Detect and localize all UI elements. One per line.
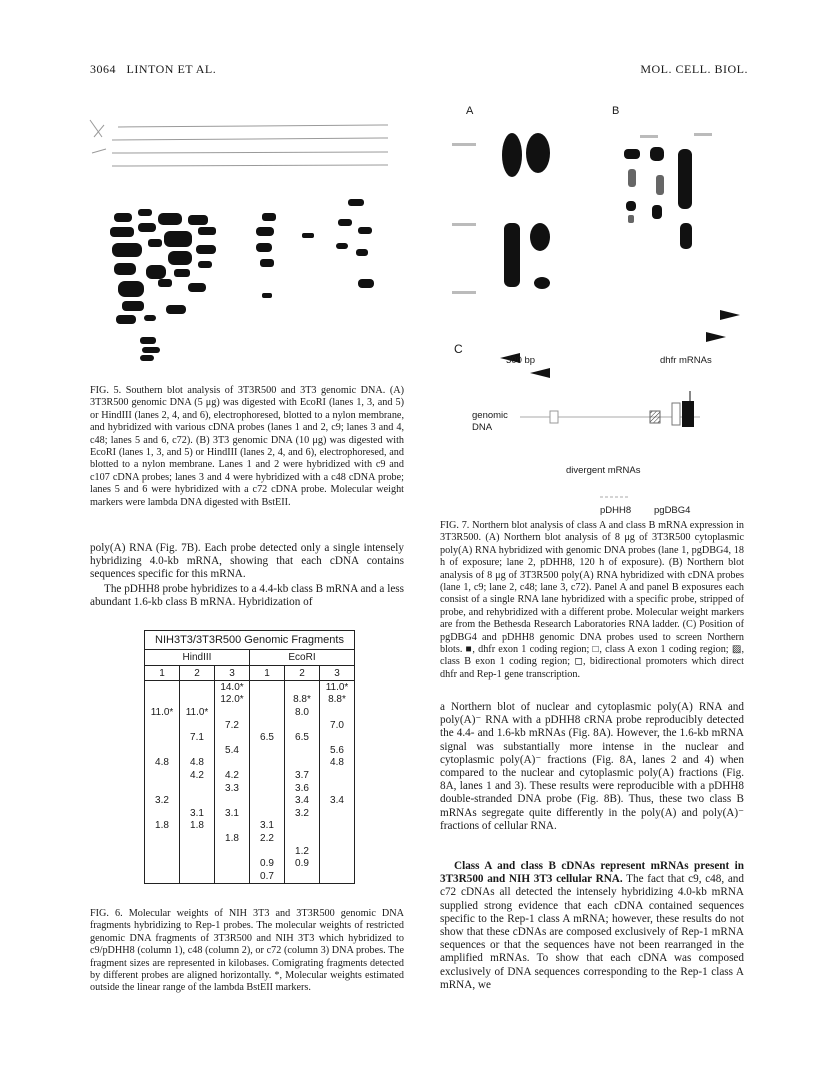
fig6-group-hindiii: HindIII	[145, 650, 250, 666]
table-cell	[145, 857, 180, 870]
table-cell	[250, 782, 285, 795]
table-cell: 6.5	[285, 731, 320, 744]
table-cell	[215, 706, 250, 719]
right-paragraph-2	[440, 860, 744, 992]
table-cell: 1.2	[285, 845, 320, 858]
table-cell: 0.9	[285, 857, 320, 870]
table-cell	[145, 782, 180, 795]
table-cell	[250, 769, 285, 782]
table-cell: 7.1	[180, 731, 215, 744]
fig7-panel-c-label: C	[454, 342, 463, 356]
running-authors: LINTON ET AL.	[126, 62, 217, 76]
table-cell	[215, 870, 250, 883]
table-cell	[250, 757, 285, 770]
table-row	[145, 857, 355, 870]
fig7-genomic-label: genomic	[472, 410, 508, 421]
table-row	[145, 807, 355, 820]
lane-header: 2	[180, 666, 215, 681]
table-cell	[250, 807, 285, 820]
table-cell: 1.8	[215, 832, 250, 845]
table-cell	[320, 870, 355, 883]
table-row	[145, 757, 355, 770]
table-cell	[285, 681, 320, 694]
table-cell	[250, 794, 285, 807]
table-cell	[180, 845, 215, 858]
table-cell	[320, 769, 355, 782]
fig6-table	[144, 630, 355, 884]
table-cell	[250, 706, 285, 719]
fig7-panel-a-label: A	[466, 105, 474, 117]
table-cell	[180, 719, 215, 732]
table-cell	[145, 719, 180, 732]
table-cell	[180, 681, 215, 694]
table-row	[145, 744, 355, 757]
lane-header: 3	[320, 666, 355, 681]
lane-header: 1	[145, 666, 180, 681]
table-cell	[250, 744, 285, 757]
table-cell: 3.2	[285, 807, 320, 820]
table-cell: 7.0	[320, 719, 355, 732]
table-row	[145, 870, 355, 883]
table-cell: 3.3	[215, 782, 250, 795]
table-cell: 4.2	[215, 769, 250, 782]
table-row	[145, 681, 355, 694]
fig5-southern-blot-image	[88, 115, 404, 370]
fig7-divergent-label: divergent mRNAs	[566, 465, 641, 476]
journal-name: MOL. CELL. BIOL.	[640, 62, 748, 76]
right-paragraph-1: a Northern blot of nuclear and cytoplasmic poly(A) RNA and poly(A)⁻ RNA with a pDHH8 cRNA probe reproducibly detected the 4.4- and 1.6-kb mRNAs (Fig. 8A). However, the 1.6-kb mRNA signal was substantially more intense in the nuclear and cytoplasmic poly(A)⁻ fractions (Fig. 8A, lanes 2 and 4) when compared to the nuclear and cytoplasmic poly(A) fractions (Fig. 8A, lanes 1 and 3). These results were reproducible with a pDHH8 double-stranded DNA probe (Fig. 8B). Thus, these two class B mRNAs segregate quite differently in the poly(A) and poly(A)⁻ fractions of cellular RNA.	[440, 701, 744, 832]
lane-header: 2	[285, 666, 320, 681]
table-cell	[320, 845, 355, 858]
table-row	[145, 845, 355, 858]
table-cell: 3.1	[250, 820, 285, 833]
table-cell	[180, 794, 215, 807]
table-cell: 3.1	[180, 807, 215, 820]
table-cell	[320, 782, 355, 795]
table-cell	[145, 870, 180, 883]
page-number-authors	[90, 62, 216, 77]
fig7-pdhh8-label: pDHH8	[600, 505, 632, 516]
table-cell: 11.0*	[320, 681, 355, 694]
table-cell	[180, 782, 215, 795]
table-cell	[145, 681, 180, 694]
table-cell: 4.2	[180, 769, 215, 782]
table-cell	[215, 857, 250, 870]
table-cell	[285, 744, 320, 757]
fig7-scale-label: 300 bp	[506, 355, 536, 366]
table-cell	[145, 769, 180, 782]
table-cell	[180, 870, 215, 883]
table-cell	[250, 681, 285, 694]
fig7-dna-label: DNA	[472, 422, 493, 433]
table-row	[145, 794, 355, 807]
table-cell	[285, 820, 320, 833]
fig7-panel-b-label: B	[612, 105, 620, 117]
left-paragraph-2: The pDHH8 probe hybridizes to a 4.4-kb class B mRNA and a less abundant 1.6-kb class B mRNA. Hybridization of	[90, 583, 404, 609]
table-cell	[320, 857, 355, 870]
table-cell: 2.2	[250, 832, 285, 845]
fig7-northern-blot-image	[450, 105, 740, 380]
table-cell	[250, 719, 285, 732]
page-number: 3064	[90, 62, 116, 76]
table-cell: 0.9	[250, 857, 285, 870]
table-cell: 5.6	[320, 744, 355, 757]
table-cell	[320, 820, 355, 833]
table-cell: 14.0*	[215, 681, 250, 694]
table-cell	[145, 694, 180, 707]
lane-header: 3	[215, 666, 250, 681]
table-cell	[180, 832, 215, 845]
fig7-caption: FIG. 7. Northern blot analysis of class A and class B mRNA expression in 3T3R500. (A) Northern blot analysis of 8 μg of 3T3R500 cytoplasmic poly(A) RNA hybridized with genomic DNA probes (lane 1, pgDBG4, 18 h of exposure; lane 2, pDHH8, 120 h of exposure). (B) Northern blot analysis of 8 μg of 3T3R500 poly(A) RNA hybridized with cDNA probes (lane 1, c9; lane 2, c48; lane 3, c72). Panel A and panel B exposures each consist of a single RNA lane hybridized with a specific probe, stripped of probe, and rehybridized with a different probe. Molecular weight markers are from the Bethesda Research Laboratories RNA ladder. (C) Position of pgDBG4 and pDHH8 genomic DNA probes used to screen Northern blots. ■, dhfr exon 1 coding region; □, class A exon 1 coding region; ▨, class B exon 1 coding region; ◻, bidirectional promoters which direct dhfr and Rep-1 gene transcription.	[440, 520, 744, 680]
fig7-panel-c-diagram	[500, 385, 740, 505]
table-cell	[285, 719, 320, 732]
table-row	[145, 782, 355, 795]
table-cell: 5.4	[215, 744, 250, 757]
table-cell: 8.8*	[285, 694, 320, 707]
table-cell: 3.4	[320, 794, 355, 807]
table-cell: 3.6	[285, 782, 320, 795]
table-cell: 12.0*	[215, 694, 250, 707]
table-cell: 6.5	[250, 731, 285, 744]
table-cell	[145, 744, 180, 757]
table-cell	[250, 694, 285, 707]
table-cell	[320, 731, 355, 744]
table-cell: 4.8	[320, 757, 355, 770]
lane-header: 1	[250, 666, 285, 681]
table-row	[145, 706, 355, 719]
table-row	[145, 694, 355, 707]
fig6-table-title: NIH3T3/3T3R500 Genomic Fragments	[145, 631, 355, 650]
table-row	[145, 832, 355, 845]
table-cell	[250, 845, 285, 858]
table-cell	[215, 757, 250, 770]
table-cell	[320, 807, 355, 820]
table-cell: 3.4	[285, 794, 320, 807]
table-cell	[145, 845, 180, 858]
table-cell: 11.0*	[180, 706, 215, 719]
table-cell	[180, 857, 215, 870]
table-cell: 3.1	[215, 807, 250, 820]
table-cell: 1.8	[145, 820, 180, 833]
fig6-group-ecori: EcoRI	[250, 650, 355, 666]
table-cell: 8.8*	[320, 694, 355, 707]
table-cell	[180, 694, 215, 707]
table-cell	[215, 820, 250, 833]
fig5-caption: FIG. 5. Southern blot analysis of 3T3R500 and 3T3 genomic DNA. (A) 3T3R500 genomic DNA (5 μg) was digested with EcoRI (lanes 1, 3, and 5) or HindIII (lanes 2, 4, and 6), electrophoresed, blotted to a nylon membrane, and hybridized with various cDNA probes (lanes 1 and 2, c9; lanes 3 and 4, c48; lanes 5 and 6, c72). (B) 3T3 genomic DNA (10 μg) was digested with EcoRI (lanes 1, 3, and 5) or HindIII (lanes 2, 4, and 6), electrophoresed, and blotted to a nylon membrane. Lanes 1 and 2 were hybridized with c9 and c107 cDNA probes; lanes 3 and 4 were hybridized with a c48 cDNA probe; lanes 5 and 6 were hybridized with a c72 cDNA probe. Molecular weight markers were lambda DNA digested with BstEII.	[90, 385, 404, 508]
fig6-caption: FIG. 6. Molecular weights of NIH 3T3 and 3T3R500 genomic DNA fragments hybridizing to Rep-1 probes. The molecular weights of restricted genomic DNA fragments of 3T3R500 and NIH 3T3 which hybridized to c9/pDHH8 (column 1), c48 (column 2), or c72 (column 3) DNA probes. The fragment sizes are represented in kilobases. Comigrating fragments detected by different probes are aligned horizontally. *, Molecular weights estimated outside the linear range of the lambda BstEII markers.	[90, 908, 404, 994]
table-cell: 1.8	[180, 820, 215, 833]
table-cell	[215, 794, 250, 807]
table-cell	[215, 845, 250, 858]
table-row	[145, 769, 355, 782]
table-cell	[180, 744, 215, 757]
table-cell	[145, 807, 180, 820]
table-cell	[285, 757, 320, 770]
table-cell: 7.2	[215, 719, 250, 732]
table-cell: 8.0	[285, 706, 320, 719]
table-cell	[145, 832, 180, 845]
fig7-dhfr-label: dhfr mRNAs	[660, 355, 712, 366]
table-cell: 4.8	[180, 757, 215, 770]
fig7-pgdbg4-label: pgDBG4	[654, 505, 691, 516]
table-cell	[285, 870, 320, 883]
table-cell	[320, 832, 355, 845]
table-cell: 4.8	[145, 757, 180, 770]
table-cell: 0.7	[250, 870, 285, 883]
table-row	[145, 719, 355, 732]
table-cell: 3.7	[285, 769, 320, 782]
right-paragraph-2-heading: Class A and class B cDNAs represent mRNAs present in 3T3R500 and NIH 3T3 cellular RNA.	[440, 860, 744, 886]
left-paragraph-1: poly(A) RNA (Fig. 7B). Each probe detected only a single intensely hybridizing 4.0-kb mRNA, showing that each cDNA contains sequences specific for this mRNA.	[90, 542, 404, 581]
right-paragraph-2-body: The fact that c9, c48, and c72 cDNAs all detected the intensely hybridizing 4.0-kb mRNA supplied strong evidence that each cDNA contained sequences specific to the Rep-1 class A mRNA; however, these results do not show that these cDNAs are composed exclusively of Rep-1 mRNA sequences or that the sequences have not been rearranged in the amplified mRNAs. To show that each cDNA was composed exclusively of DNA sequences corresponding to the Rep-1 class A mRNA, we	[440, 873, 744, 991]
table-row	[145, 820, 355, 833]
table-cell: 3.2	[145, 794, 180, 807]
fig6-table-wrap	[144, 630, 355, 884]
table-cell	[285, 832, 320, 845]
table-row	[145, 731, 355, 744]
table-cell	[145, 731, 180, 744]
table-cell	[215, 731, 250, 744]
table-cell	[320, 706, 355, 719]
table-cell: 11.0*	[145, 706, 180, 719]
